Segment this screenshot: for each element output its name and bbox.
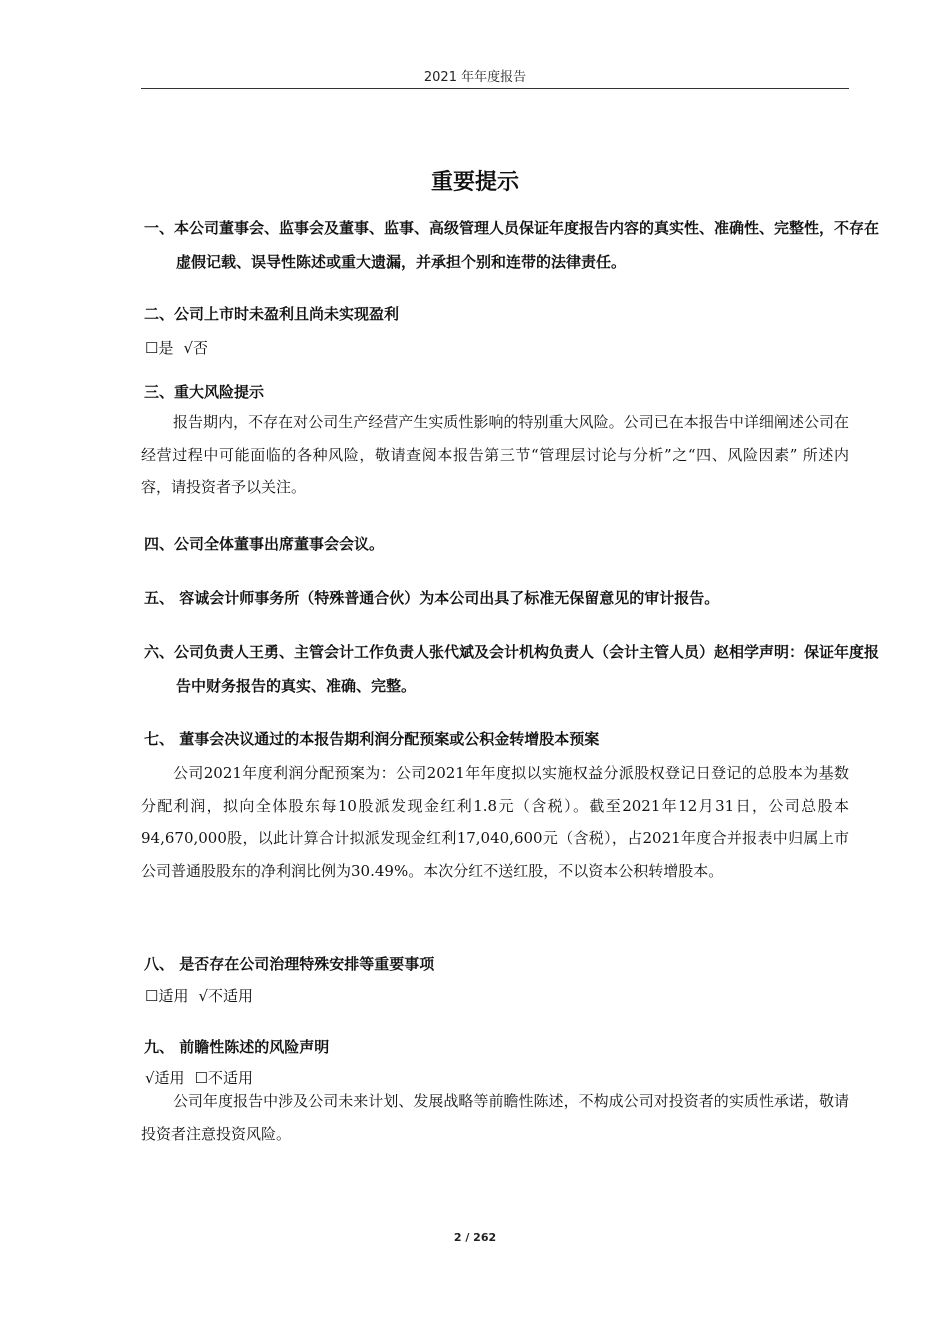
section-2-heading: 二、公司上市时未盈利且尚未实现盈利 <box>144 305 400 323</box>
section-6-heading: 六、公司负责人王勇、主管会计工作负责人张代斌及会计机构负责人（会计主管人员）赵相学声明：保证年度报告中财务报告的真实、准确、完整。 <box>144 643 880 695</box>
option-yes: ☐是 <box>145 339 174 357</box>
section-5-heading: 五、 容诚会计师事务所（特殊普通合伙）为本公司出具了标准无保留意见的审计报告。 <box>144 589 720 607</box>
running-header: 2021 年年度报告 <box>423 70 527 85</box>
header-divider <box>141 88 849 89</box>
option-no: √否 <box>183 339 209 357</box>
section-7-heading: 七、 董事会决议通过的本报告期利润分配预案或公积金转增股本预案 <box>144 730 600 748</box>
section-3-heading: 三、重大风险提示 <box>144 383 265 401</box>
section-8-options <box>145 984 263 1008</box>
option-not-applicable: √不适用 <box>198 987 254 1005</box>
section-9-body: 公司年度报告中涉及公司未来计划、发展战略等前瞻性陈述，不构成公司对投资者的实质性承诺，敬请投资者注意投资风险。 <box>141 1092 849 1143</box>
option-not-applicable: ☐不适用 <box>194 1069 254 1087</box>
section-7-body: 公司2021年度利润分配预案为：公司2021年年度拟以实施权益分派股权登记日登记的总股本为基数分配利润，拟向全体股东每10股派发现金红利1.8元（含税）。截至2021年12月31日，公司总股本94,670,000股，以此计算合计拟派发现金红利17,040,600元（含税），占2021年度合并报表中归属上市公司普通股股东的净利润比例为30.49%。本次分红不送红股，不以资本公积转增股本。 <box>141 764 849 880</box>
section-2-options <box>145 336 218 360</box>
section-9-heading: 九、 前瞻性陈述的风险声明 <box>144 1038 330 1056</box>
section-3-body: 报告期内，不存在对公司生产经营产生实质性影响的特别重大风险。公司已在本报告中详细阐述公司在经营过程中可能面临的各种风险，敬请查阅本报告第三节“管理层讨论与分析”之“四、风险因素” 所述内容，请投资者予以关注。 <box>141 413 849 496</box>
page-number: 2 / 262 <box>453 1231 497 1244</box>
option-applicable: √适用 <box>145 1069 185 1087</box>
section-1-heading: 一、本公司董事会、监事会及董事、监事、高级管理人员保证年度报告内容的真实性、准确性、完整性，不存在虚假记载、误导性陈述或重大遗漏，并承担个别和连带的法律责任。 <box>144 219 880 271</box>
option-applicable: ☐适用 <box>145 987 189 1005</box>
page-title: 重要提示 <box>430 170 519 195</box>
section-8-heading: 八、 是否存在公司治理特殊安排等重要事项 <box>144 955 435 973</box>
section-4-heading: 四、公司全体董事出席董事会会议。 <box>144 535 385 553</box>
